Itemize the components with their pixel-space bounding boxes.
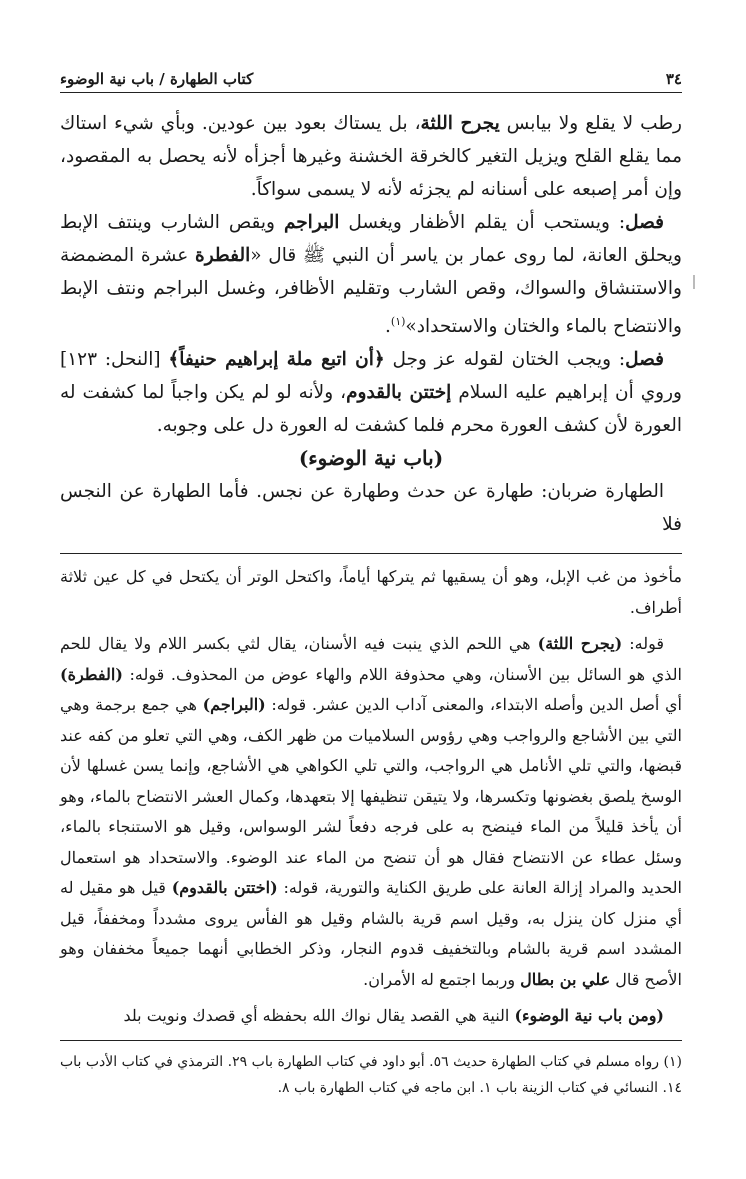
chapter-title: (باب نية الوضوء) bbox=[298, 446, 444, 471]
text-run: قيل هو مقيل له أي منزل كان ينزل به، وقيل اسم قرية بالشام وقيل هو الفأس يروى مشدداً ومخففاً، قيل المشدد اسم قرية بالشام وبالتخفيف قدوم النجار، وذكر الخطابي أنهما جميعاً مخففان وهو الأصح قال bbox=[60, 878, 683, 989]
text-run: هي جمع برجمة وهي التي بين الأشاجع والرواجب وهي رؤوس السلاميات من ظهر الكف، وهي التي تعلو من كفه عند قبضها، والتي تلي الأنامل هي الرواجب، والتي تلي الكواهي هي الأشاجع، وإنما يسن غسلها لأن الوسخ يلصق بغضونها وتكسرها، ولا يتيقن تنظيفها إلا بتعهدها، وكمال العشر الانتضاح بالماء، وهو أن يأخذ قليلاً من الماء فينضح به على فرجه دفعاً لشر الوسواس، وقيل هو الاستنجاء بالماء، وسئل عطاء عن الانتضاح فقال هو أن تنضح من الماء عند الوضوء. والاستحداد هو استعمال الحديد والمراد إزالة العانة على طريق الكناية والتورية، قوله: bbox=[60, 695, 682, 898]
text-run: رطب لا يقلع ولا بيابس bbox=[499, 113, 682, 134]
commentary-divider bbox=[60, 553, 682, 554]
commentary-paragraph bbox=[60, 1001, 682, 1032]
keyword: (يجرح اللثة) bbox=[537, 634, 623, 654]
keyword: علي بن بطال bbox=[520, 969, 611, 989]
text-run: : ويستحب أن يقلم الأظفار ويغسل bbox=[339, 212, 626, 233]
commentary-paragraph bbox=[60, 629, 682, 995]
running-title: كتاب الطهارة / باب نية الوضوء bbox=[60, 70, 254, 88]
text-run: ، ولأنه لو لم يكن واجباً لما كشفت له العورة لأن كشف العورة محرم فلما كشفت له العورة دل على وجوبه. bbox=[60, 382, 682, 437]
text-run: . bbox=[385, 316, 391, 338]
margin-mark bbox=[693, 275, 695, 289]
text-run: هي اللحم الذي ينبت فيه الأسنان، يقال لثي بكسر اللام ولا يقال للحم الذي هو السائل بين الأسنان، وهي محذوفة اللام والهاء عوض من المحذوف. قوله: bbox=[60, 634, 682, 684]
text-run: [النحل: ١٢٣] وروي أن إبراهيم عليه السلام bbox=[60, 349, 682, 404]
text-run: : ويجب الختان لقوله عز وجل bbox=[384, 349, 626, 371]
keyword: إختتن بالقدوم bbox=[346, 382, 452, 404]
keyword: (البراجم) bbox=[202, 695, 266, 715]
footnote-divider bbox=[60, 1040, 682, 1041]
text-run: أي أصل الدين وأصله الابتداء، والمعنى آداب الدين عشر. قوله: bbox=[265, 695, 682, 715]
commentary bbox=[60, 562, 682, 1032]
keyword: (ومن باب نية الوضوء) bbox=[514, 1006, 664, 1026]
keyword: (الفطرة) bbox=[60, 664, 123, 684]
quran-verse: ﴿أن اتبع ملة إبراهيم حنيفاً﴾ bbox=[168, 349, 385, 371]
section-marker: فصل bbox=[625, 349, 664, 371]
keyword: الفطرة bbox=[195, 245, 251, 266]
book-page bbox=[60, 62, 682, 1101]
paragraph-khitan bbox=[60, 343, 682, 442]
footnote: (١) رواه مسلم في كتاب الطهارة حديث ٥٦. أبو داود في كتاب الطهارة باب ٢٩. الترمذي في كتاب الأدب باب ١٤. النسائي في كتاب الزينة باب ١. ابن ماجه في كتاب الطهارة باب ٨. bbox=[60, 1053, 682, 1096]
footnote-ref: (١) bbox=[390, 315, 406, 328]
footnotes bbox=[60, 1040, 682, 1101]
main-text bbox=[60, 107, 682, 541]
text-run: النية هي القصد يقال نواك الله بحفظه أي قصدك ونويت بلد bbox=[123, 1006, 515, 1026]
text-run: عشرة المضمضة والاستنشاق والسواك، وقص الشارب وتقليم الأظافر، وغسل البراجم ونتف الإبط والانتضاح بالماء والختان والاستحداد» bbox=[60, 245, 682, 338]
keyword: (اختتن بالقدوم) bbox=[171, 878, 278, 898]
paragraph-siwak bbox=[60, 107, 682, 206]
text-run: ، بل يستاك بعود بين عودين. وبأي شيء استاك مما يقلع القلح ويزيل التغير كالخرقة الخشنة وغيرها أجزأه لأنه يحصل به المقصود، وإن أمر إصبعه على أسنانه لم يجزئه لأنه لا يسمى سواكاً. bbox=[60, 113, 682, 200]
commentary-paragraph: مأخوذ من غب الإبل، وهو أن يسقيها ثم يتركها أياماً، واكتحل الوتر أن يكتحل في كل عين ثلاثة أطراف. bbox=[60, 567, 682, 617]
paragraph-tahara: الطهارة ضربان: طهارة عن حدث وطهارة عن نجس. فأما الطهارة عن النجس فلا bbox=[60, 481, 682, 536]
text-run: قوله: bbox=[622, 634, 665, 654]
page-number: ٣٤ bbox=[665, 70, 682, 88]
keyword: البراجم bbox=[283, 212, 340, 233]
section-marker: فصل bbox=[625, 212, 664, 233]
paragraph-fitra bbox=[60, 206, 682, 343]
keyword: يجرح اللثة bbox=[420, 113, 500, 134]
text-run: ويقص الشارب وينتف الإبط ويحلق العانة، لما روى عمار بن ياسر أن النبي ﷺ قال « bbox=[60, 212, 682, 266]
text-run: وربما اجتمع له الأمران. bbox=[363, 969, 521, 989]
running-header bbox=[60, 62, 682, 93]
